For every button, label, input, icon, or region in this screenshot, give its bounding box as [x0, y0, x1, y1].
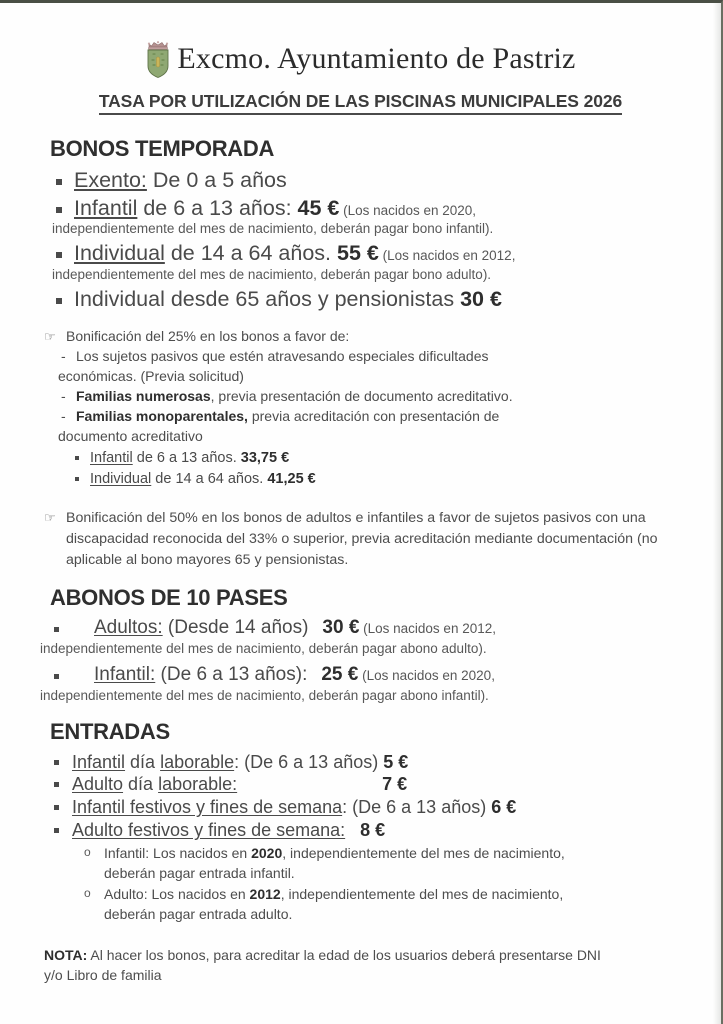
subitem-price: 41,25 €	[267, 470, 316, 487]
dash-text: , previa presentación de documento acreditativo.	[210, 388, 513, 405]
subnote-suffix: , independientemente del mes de nacimiento,	[282, 845, 565, 862]
bono-text: De 0 a 5 años	[146, 168, 287, 192]
entrada-price: 6 €	[491, 797, 517, 818]
bono-label: Individual	[74, 286, 165, 311]
nota-text: Al hacer los bonos, para acreditar la edad de los usuarios deberá presentarse DNI y/o Libro de familia	[44, 946, 601, 984]
bono-note: (Los nacidos en 2020,	[339, 202, 477, 218]
abono-price: 25 €	[321, 663, 359, 685]
entrada-price: 5 €	[383, 751, 409, 772]
bono-note: (Los nacidos en 2012,	[378, 248, 516, 264]
abono-note-wrap: independientemente del mes de nacimiento, deberán pagar abono infantil).	[40, 687, 489, 703]
nota-block	[44, 945, 604, 986]
subnote-year: 2020	[251, 845, 283, 862]
bonificacion-50-row	[44, 508, 681, 571]
dash-text: Los sujetos pasivos que estén atravesando especiales dificultades	[76, 348, 489, 365]
abonos-list	[40, 617, 681, 705]
entrada-mid: día	[123, 774, 159, 795]
bonificacion-25-subitems	[72, 448, 681, 490]
abono-price: 30 €	[322, 616, 360, 638]
list-item	[40, 751, 681, 774]
bono-label: Exento:	[74, 168, 147, 192]
list-item	[72, 448, 681, 469]
list-item	[40, 773, 681, 796]
list-item	[84, 844, 681, 884]
entrada-label-a: Infantil	[72, 751, 126, 772]
town-name: Excmo. Ayuntamiento de Pastriz	[177, 42, 576, 75]
bono-note-wrap: independientemente del mes de nacimiento, deberán pagar bono adulto).	[52, 266, 492, 282]
bono-text: de 6 a 13 años:	[137, 195, 298, 220]
list-item	[58, 407, 681, 447]
entrada-after: : (De 6 a 13 años)	[234, 751, 384, 772]
entrada-label-a: Adulto festivos y fines de semana:	[72, 819, 346, 840]
bono-price: 30 €	[460, 286, 502, 311]
entrada-label-b: laborable	[160, 751, 235, 772]
abono-text: (De 6 a 13 años):	[155, 663, 308, 685]
dash-text: previa acreditación con presentación de	[247, 407, 500, 424]
dash-bold: Familias numerosas	[76, 388, 211, 405]
list-item	[40, 796, 681, 819]
subnote-year: 2012	[249, 886, 281, 903]
section-heading-abonos: ABONOS DE 10 PASES	[50, 584, 288, 610]
entradas-subnotes	[84, 844, 681, 925]
bono-price: 45 €	[297, 195, 340, 220]
entrada-mid: día	[125, 751, 161, 772]
bono-label: Individual	[74, 241, 165, 266]
document-title-text: TASA POR UTILIZACIÓN DE LAS PISCINAS MUNICIPALES 2026	[99, 91, 622, 115]
abono-label: Adultos:	[94, 616, 163, 638]
abono-note: (Los nacidos en 2020,	[358, 667, 495, 683]
entrada-label-b: laborable:	[158, 774, 238, 795]
nota-label: NOTA:	[44, 946, 88, 963]
subitem-text: de 6 a 13 años.	[132, 449, 241, 466]
subitem-text: de 14 a 64 años.	[151, 470, 268, 487]
pointing-hand-icon: ☞	[44, 329, 56, 345]
subnote-suffix: , independientemente del mes de nacimiento,	[280, 886, 564, 903]
subitem-label: Individual	[90, 470, 152, 487]
entrada-after: : (De 6 a 13 años)	[342, 797, 492, 818]
subnote-prefix: Adulto: Los nacidos en	[104, 886, 250, 903]
abono-note: (Los nacidos en 2012,	[359, 620, 496, 636]
bono-note-wrap: independientemente del mes de nacimiento, deberán pagar bono infantil).	[52, 221, 494, 236]
entrada-label-a: Adulto	[72, 774, 124, 795]
bonificacion-25-intro: Bonificación del 25% en los bonos a favor de:	[66, 328, 350, 345]
bonificacion-50-block	[44, 508, 681, 571]
subnote-cont: deberán pagar entrada infantil.	[104, 865, 295, 882]
entradas-list	[40, 751, 681, 842]
abono-text: (Desde 14 años)	[162, 616, 309, 638]
list-item	[84, 885, 681, 925]
dash-bold: Familias monoparentales,	[76, 407, 248, 424]
entrada-after	[237, 774, 382, 794]
section-heading-entradas: ENTRADAS	[50, 718, 170, 744]
list-item	[40, 196, 681, 239]
list-item	[40, 617, 681, 658]
masthead	[40, 3, 681, 79]
pastriz-coat-of-arms-icon	[145, 39, 171, 79]
dash-text-cont: económicas. (Previa solicitud)	[58, 368, 244, 385]
entrada-after	[345, 820, 360, 840]
entrada-price: 7 €	[382, 774, 408, 795]
bonificacion-50-text: Bonificación del 50% en los bonos de adultos e infantiles a favor de sujetos pasivos con una discapacidad reconocida del 33% o superior, previa acreditación mediante documentación (no aplicable al bono mayores 65 y pensionistas.	[66, 509, 658, 568]
dash-text-cont: documento acreditativo	[58, 427, 203, 444]
list-item	[40, 287, 681, 312]
subitem-label: Infantil	[90, 449, 133, 466]
pointing-hand-icon: ☞	[44, 509, 56, 525]
bonos-list	[40, 168, 681, 311]
bono-text: de 14 a 64 años.	[164, 241, 337, 266]
abono-label: Infantil:	[94, 663, 156, 685]
list-item	[40, 819, 681, 842]
abono-note-wrap: independientemente del mes de nacimiento, deberán pagar abono adulto).	[40, 640, 487, 656]
bono-price: 55 €	[336, 241, 379, 266]
bonificacion-25-block	[44, 327, 681, 489]
subnote-cont: deberán pagar entrada adulto.	[104, 906, 293, 923]
entrada-label-a: Infantil festivos y fines de semana	[72, 797, 343, 818]
document-title	[40, 91, 681, 112]
subitem-price: 33,75 €	[240, 449, 290, 466]
list-item	[40, 664, 681, 705]
list-item	[58, 347, 681, 387]
list-item	[58, 387, 681, 407]
list-item	[72, 469, 681, 490]
list-item	[40, 168, 681, 193]
bono-text: desde 65 años y pensionistas	[164, 286, 461, 311]
subnote-prefix: Infantil: Los nacidos en	[104, 845, 252, 862]
bonificacion-25-dash-list	[58, 347, 681, 446]
entrada-price: 8 €	[360, 819, 386, 840]
section-heading-bonos: BONOS TEMPORADA	[50, 136, 275, 161]
bono-label: Infantil	[74, 195, 138, 220]
list-item	[40, 241, 681, 284]
bonificacion-25-intro-row	[44, 327, 681, 347]
